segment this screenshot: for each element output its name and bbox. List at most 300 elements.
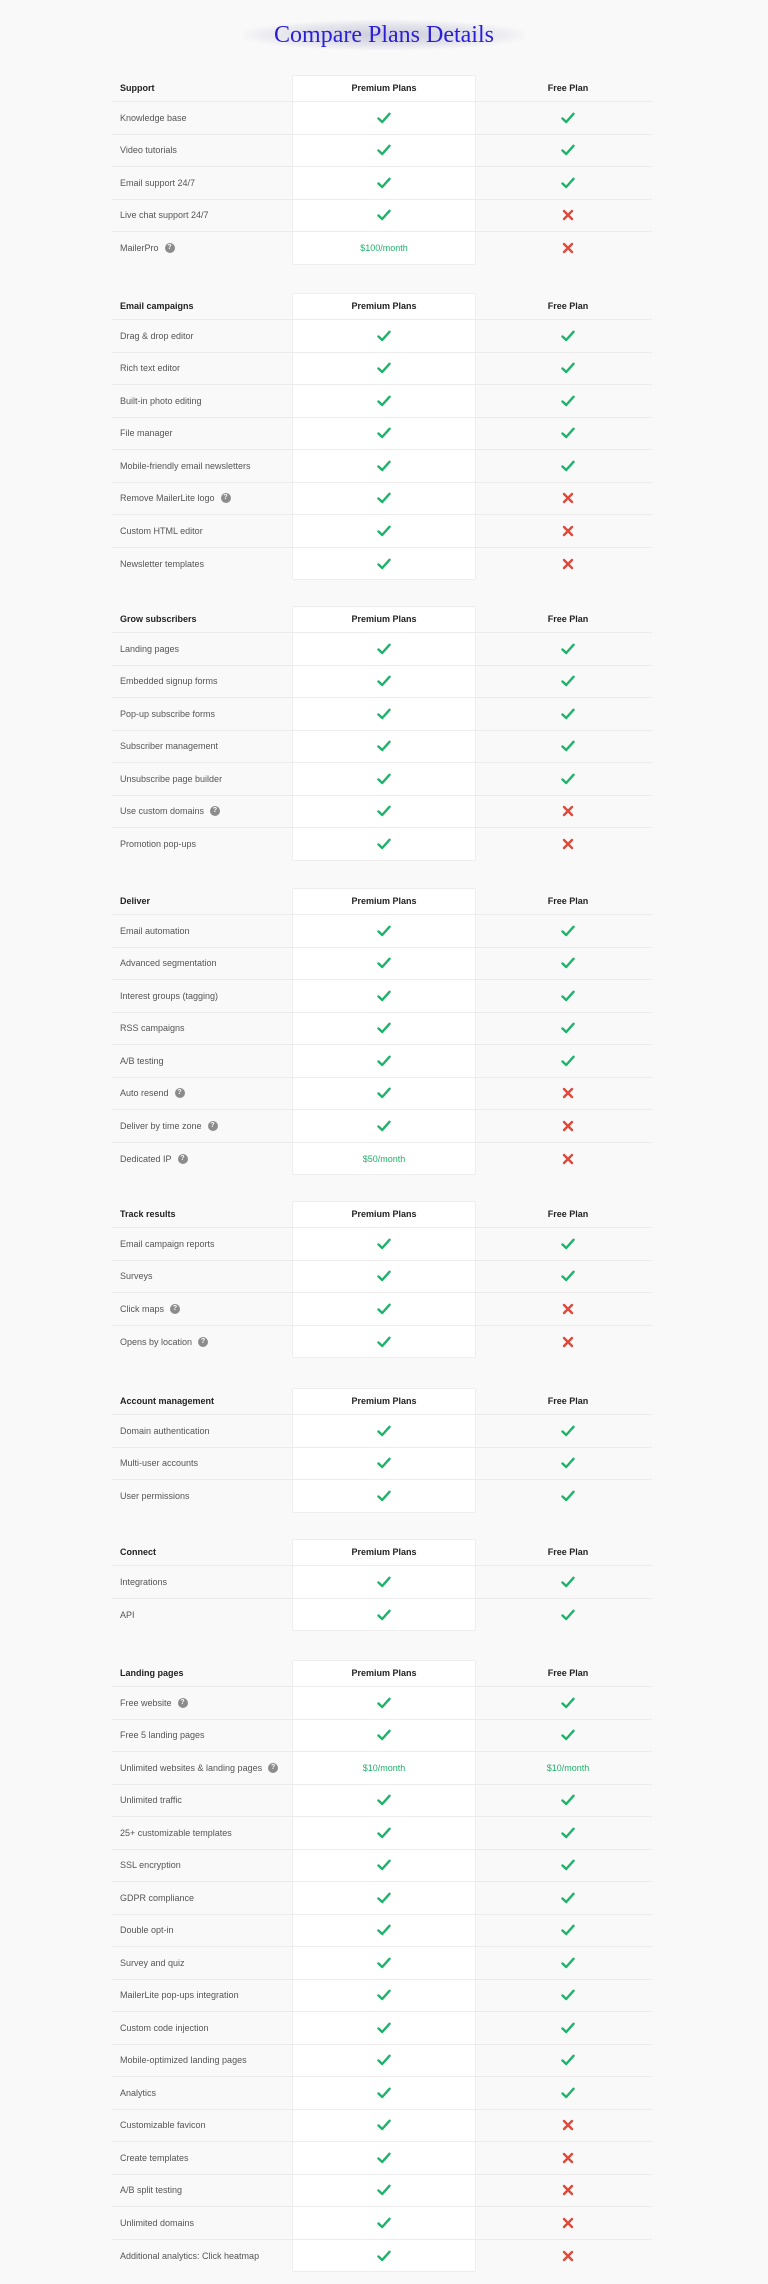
check-icon <box>377 837 391 851</box>
feature-label <box>120 548 204 581</box>
check-icon <box>377 1021 391 1035</box>
feature-label <box>120 828 196 861</box>
check-icon <box>377 524 391 538</box>
section-email-campaigns <box>112 293 652 580</box>
check-icon <box>377 361 391 375</box>
feature-label-text: Custom code injection <box>120 2022 209 2033</box>
free-value <box>476 1599 660 1632</box>
premium-value <box>292 980 476 1012</box>
premium-value <box>292 1448 476 1480</box>
section-title: Connect <box>120 1547 156 1557</box>
cross-icon <box>561 2183 575 2197</box>
help-icon[interactable]: ? <box>221 493 231 503</box>
free-value <box>476 515 660 547</box>
premium-plans-header: Premium Plans <box>351 614 417 624</box>
free-value <box>476 1785 660 1817</box>
premium-value <box>292 1720 476 1752</box>
feature-label-text: Video tutorials <box>120 145 177 156</box>
feature-row <box>112 1817 652 1850</box>
check-icon <box>561 956 575 970</box>
feature-label <box>120 483 231 515</box>
check-icon <box>561 459 575 473</box>
help-icon[interactable]: ? <box>178 1154 188 1164</box>
feature-label-text: Customizable favicon <box>120 2120 206 2131</box>
feature-label-text: Landing pages <box>120 643 180 654</box>
check-icon <box>561 1608 575 1622</box>
feature-label <box>120 1013 185 1045</box>
free-value <box>476 1687 660 1719</box>
check-icon <box>561 1956 575 1970</box>
check-icon <box>561 2053 575 2067</box>
check-icon <box>377 1456 391 1470</box>
section-header-row <box>112 606 652 633</box>
cross-icon <box>561 1335 575 1349</box>
free-value <box>476 980 660 1012</box>
feature-label <box>120 1720 205 1752</box>
help-icon[interactable]: ? <box>175 1088 185 1098</box>
free-plan-header: Free Plan <box>547 896 589 906</box>
check-icon <box>377 1608 391 1622</box>
feature-label-text: Domain authentication <box>120 1425 210 1436</box>
section-deliver <box>112 888 652 1175</box>
feature-row <box>112 167 652 200</box>
feature-label-text: Unlimited domains <box>120 2217 195 2228</box>
premium-value <box>292 483 476 515</box>
premium-value <box>292 948 476 980</box>
premium-value <box>292 763 476 795</box>
check-icon <box>377 1923 391 1937</box>
check-icon <box>377 642 391 656</box>
check-icon <box>561 1728 575 1742</box>
feature-label-text: Deliver by time zone <box>120 1120 202 1131</box>
cross-icon <box>561 2249 575 2263</box>
feature-label-text: Unlimited websites & landing pages <box>120 1762 263 1773</box>
feature-label <box>120 1448 198 1480</box>
feature-row <box>112 135 652 168</box>
feature-row <box>112 2045 652 2078</box>
feature-label <box>120 1480 190 1513</box>
free-value <box>476 232 660 265</box>
free-value <box>476 1261 660 1293</box>
free-value <box>476 2110 660 2142</box>
premium-value <box>292 666 476 698</box>
feature-label <box>120 763 222 795</box>
check-icon <box>377 143 391 157</box>
check-icon <box>377 176 391 190</box>
feature-label <box>120 1261 153 1293</box>
premium-value <box>292 1293 476 1325</box>
feature-row <box>112 2207 652 2240</box>
section-connect <box>112 1539 652 1631</box>
feature-row <box>112 1110 652 1143</box>
premium-value <box>292 2175 476 2207</box>
help-icon[interactable]: ? <box>198 1337 208 1347</box>
check-icon <box>561 642 575 656</box>
check-icon <box>377 2118 391 2132</box>
free-value <box>476 796 660 828</box>
check-icon <box>561 143 575 157</box>
check-icon <box>377 1489 391 1503</box>
check-icon <box>377 1956 391 1970</box>
premium-value <box>292 1785 476 1817</box>
feature-row <box>112 1599 652 1632</box>
premium-value <box>292 828 476 861</box>
feature-label <box>120 2012 209 2044</box>
free-value <box>476 200 660 232</box>
feature-label-text: File manager <box>120 428 173 439</box>
feature-label <box>120 2207 194 2239</box>
check-icon <box>561 361 575 375</box>
feature-label <box>120 1687 188 1719</box>
cross-icon <box>561 837 575 851</box>
feature-label-text: Unlimited traffic <box>120 1795 182 1806</box>
feature-label <box>120 796 220 828</box>
premium-value <box>292 731 476 763</box>
feature-label <box>120 666 218 698</box>
check-icon <box>561 772 575 786</box>
free-value <box>476 1448 660 1480</box>
feature-label-text: API <box>120 1609 135 1620</box>
free-value <box>476 2142 660 2174</box>
premium-value <box>292 633 476 665</box>
check-icon <box>377 739 391 753</box>
premium-value <box>292 515 476 547</box>
check-icon <box>377 1728 391 1742</box>
feature-label-text: Live chat support 24/7 <box>120 210 209 221</box>
check-icon <box>377 2086 391 2100</box>
feature-label <box>120 1599 135 1632</box>
free-value <box>476 763 660 795</box>
feature-label <box>120 2045 247 2077</box>
check-icon <box>377 924 391 938</box>
feature-row <box>112 948 652 981</box>
check-icon <box>377 208 391 222</box>
premium-value <box>292 1947 476 1979</box>
check-icon <box>377 2183 391 2197</box>
free-value <box>476 2175 660 2207</box>
feature-label-text: GDPR compliance <box>120 1892 195 1903</box>
cross-icon <box>561 804 575 818</box>
feature-label <box>120 1110 218 1142</box>
premium-value <box>292 1752 476 1784</box>
check-icon <box>561 1826 575 1840</box>
premium-plans-header: Premium Plans <box>351 1668 417 1678</box>
premium-value <box>292 2077 476 2109</box>
free-value <box>476 1326 660 1359</box>
premium-value <box>292 1415 476 1447</box>
page-title-text: Compare Plans Details <box>244 20 524 50</box>
feature-label <box>120 1143 188 1176</box>
check-icon <box>561 1021 575 1035</box>
cross-icon <box>561 557 575 571</box>
premium-value <box>292 102 476 134</box>
feature-label <box>120 2142 189 2174</box>
free-value <box>476 2045 660 2077</box>
feature-label <box>120 232 175 265</box>
premium-value <box>292 385 476 417</box>
premium-value <box>292 135 476 167</box>
free-value <box>476 731 660 763</box>
feature-row <box>112 1850 652 1883</box>
feature-row <box>112 2012 652 2045</box>
feature-row <box>112 796 652 829</box>
check-icon <box>377 426 391 440</box>
feature-label-text: Surveys <box>120 1271 153 1282</box>
section-header-row <box>112 888 652 915</box>
feature-label-text: Unsubscribe page builder <box>120 773 223 784</box>
section-landing-pages <box>112 1660 652 2272</box>
feature-row <box>112 980 652 1013</box>
feature-label <box>120 1078 185 1110</box>
feature-label-text: Multi-user accounts <box>120 1458 199 1469</box>
check-icon <box>561 1424 575 1438</box>
premium-plans-header: Premium Plans <box>351 83 417 93</box>
check-icon <box>561 739 575 753</box>
feature-row <box>112 1915 652 1948</box>
feature-label-text: Pop-up subscribe forms <box>120 708 216 719</box>
cross-icon <box>561 208 575 222</box>
feature-row <box>112 1415 652 1448</box>
cross-icon <box>561 1302 575 1316</box>
feature-row <box>112 418 652 451</box>
check-icon <box>561 2086 575 2100</box>
feature-label-text: Integrations <box>120 1576 168 1587</box>
feature-label <box>120 633 179 665</box>
check-icon <box>561 426 575 440</box>
feature-row <box>112 1480 652 1513</box>
feature-row <box>112 915 652 948</box>
feature-row <box>112 353 652 386</box>
check-icon <box>377 329 391 343</box>
check-icon <box>561 2021 575 2035</box>
feature-label-text: MailerLite pop-ups integration <box>120 1990 239 2001</box>
check-icon <box>377 1054 391 1068</box>
check-icon <box>377 1858 391 1872</box>
feature-row <box>112 1013 652 1046</box>
feature-label-text: Mobile-friendly email newsletters <box>120 460 251 471</box>
feature-label <box>120 135 177 167</box>
section-track-results <box>112 1201 652 1358</box>
free-value <box>476 1915 660 1947</box>
check-icon <box>377 2053 391 2067</box>
feature-label-text: Opens by location <box>120 1336 193 1347</box>
premium-value <box>292 1850 476 1882</box>
free-value <box>476 1078 660 1110</box>
feature-row <box>112 483 652 516</box>
check-icon <box>561 674 575 688</box>
feature-label-text: Email campaign reports <box>120 1238 215 1249</box>
feature-row <box>112 828 652 861</box>
check-icon <box>561 1793 575 1807</box>
section-header-row <box>112 293 652 320</box>
feature-label <box>120 515 203 547</box>
check-icon <box>377 772 391 786</box>
free-value <box>476 548 660 581</box>
feature-label <box>120 1045 164 1077</box>
check-icon <box>561 989 575 1003</box>
free-value <box>476 2077 660 2109</box>
help-icon[interactable]: ? <box>208 1121 218 1131</box>
feature-label-text: Advanced segmentation <box>120 958 217 969</box>
feature-label <box>120 1850 181 1882</box>
feature-label <box>120 2175 182 2207</box>
free-value <box>476 948 660 980</box>
premium-value <box>292 1228 476 1260</box>
feature-row <box>112 232 652 265</box>
help-icon[interactable]: ? <box>178 1698 188 1708</box>
section-header-row <box>112 1201 652 1228</box>
feature-label <box>120 1566 167 1598</box>
feature-label-text: Built-in photo editing <box>120 395 202 406</box>
premium-value <box>292 1882 476 1914</box>
feature-label <box>120 1293 180 1325</box>
check-icon <box>561 1858 575 1872</box>
feature-label-text: RSS campaigns <box>120 1023 185 1034</box>
feature-label <box>120 102 187 134</box>
premium-plans-header: Premium Plans <box>351 1396 417 1406</box>
feature-label-text: Dedicated IP <box>120 1153 172 1164</box>
feature-label-text: Rich text editor <box>120 363 181 374</box>
check-icon <box>377 1086 391 1100</box>
free-value <box>476 1947 660 1979</box>
check-icon <box>561 707 575 721</box>
feature-row <box>112 1326 652 1359</box>
feature-label-text: Analytics <box>120 2087 157 2098</box>
feature-label <box>120 1415 210 1447</box>
premium-value <box>292 2045 476 2077</box>
free-value <box>476 2240 660 2273</box>
check-icon <box>561 1456 575 1470</box>
free-value <box>476 1817 660 1849</box>
feature-row <box>112 102 652 135</box>
check-icon <box>377 1302 391 1316</box>
section-header-row <box>112 1660 652 1687</box>
free-value <box>476 1013 660 1045</box>
free-value <box>476 828 660 861</box>
check-icon <box>377 459 391 473</box>
premium-value <box>292 2142 476 2174</box>
premium-value <box>292 548 476 581</box>
feature-row <box>112 548 652 581</box>
check-icon <box>561 1923 575 1937</box>
feature-label-text: Use custom domains <box>120 806 205 817</box>
feature-label-text: Interest groups (tagging) <box>120 990 219 1001</box>
section-header-row <box>112 75 652 102</box>
check-icon <box>377 2216 391 2230</box>
help-icon[interactable]: ? <box>210 806 220 816</box>
free-value <box>476 385 660 417</box>
help-icon[interactable]: ? <box>165 243 175 253</box>
feature-label <box>120 1980 239 2012</box>
premium-value <box>292 418 476 450</box>
price-text: $10/month <box>546 1762 590 1773</box>
free-value <box>476 1882 660 1914</box>
premium-value <box>292 232 476 265</box>
premium-value <box>292 200 476 232</box>
section-account-management <box>112 1388 652 1513</box>
section-title: Account management <box>120 1396 215 1406</box>
cross-icon <box>561 2151 575 2165</box>
section-title: Email campaigns <box>120 301 194 311</box>
price-text: $100/month <box>360 243 408 254</box>
premium-value <box>292 1599 476 1632</box>
free-value <box>476 135 660 167</box>
premium-value <box>292 1915 476 1947</box>
feature-label-text: Survey and quiz <box>120 1957 185 1968</box>
free-value <box>476 1480 660 1513</box>
check-icon <box>561 1054 575 1068</box>
free-plan-header: Free Plan <box>547 1209 589 1219</box>
feature-label-text: A/B testing <box>120 1055 164 1066</box>
premium-value <box>292 698 476 730</box>
feature-label-text: Mobile-optimized landing pages <box>120 2055 247 2066</box>
premium-value <box>292 320 476 352</box>
feature-label <box>120 915 190 947</box>
free-plan-header: Free Plan <box>547 301 589 311</box>
check-icon <box>377 989 391 1003</box>
premium-value <box>292 1687 476 1719</box>
feature-row <box>112 1448 652 1481</box>
free-value <box>476 2207 660 2239</box>
check-icon <box>377 1424 391 1438</box>
free-value <box>476 1415 660 1447</box>
premium-value <box>292 1143 476 1176</box>
free-value <box>476 1566 660 1598</box>
feature-row <box>112 633 652 666</box>
feature-label <box>120 1817 232 1849</box>
free-plan-header: Free Plan <box>547 1547 589 1557</box>
premium-plans-header: Premium Plans <box>351 1547 417 1557</box>
help-icon[interactable]: ? <box>268 1763 278 1773</box>
help-icon[interactable]: ? <box>170 1304 180 1314</box>
premium-value <box>292 2240 476 2273</box>
premium-value <box>292 1480 476 1513</box>
price-text: $10/month <box>362 1762 406 1773</box>
free-plan-header: Free Plan <box>547 614 589 624</box>
premium-value <box>292 1980 476 2012</box>
feature-label-text: Knowledge base <box>120 112 187 123</box>
feature-label <box>120 385 202 417</box>
feature-label <box>120 2240 259 2273</box>
premium-value <box>292 167 476 199</box>
premium-value <box>292 1566 476 1598</box>
feature-label-text: Custom HTML editor <box>120 525 203 536</box>
feature-label-text: Additional analytics: Click heatmap <box>120 2250 260 2261</box>
feature-label <box>120 1915 174 1947</box>
feature-row <box>112 1228 652 1261</box>
feature-row <box>112 2240 652 2273</box>
check-icon <box>561 1269 575 1283</box>
check-icon <box>377 1269 391 1283</box>
feature-label-text: Promotion pop-ups <box>120 839 197 850</box>
feature-row <box>112 1947 652 1980</box>
feature-row <box>112 1687 652 1720</box>
feature-label-text: A/B split testing <box>120 2185 183 2196</box>
feature-label-text: Remove MailerLite logo <box>120 493 215 504</box>
feature-label <box>120 167 195 199</box>
feature-label-text: Embedded signup forms <box>120 676 218 687</box>
feature-label-text: Drag & drop editor <box>120 330 194 341</box>
feature-row <box>112 1045 652 1078</box>
feature-label <box>120 1947 185 1979</box>
feature-row <box>112 515 652 548</box>
premium-value <box>292 450 476 482</box>
feature-row <box>112 1078 652 1111</box>
free-value <box>476 698 660 730</box>
check-icon <box>377 707 391 721</box>
feature-label <box>120 1752 278 1784</box>
premium-plans-header: Premium Plans <box>351 301 417 311</box>
